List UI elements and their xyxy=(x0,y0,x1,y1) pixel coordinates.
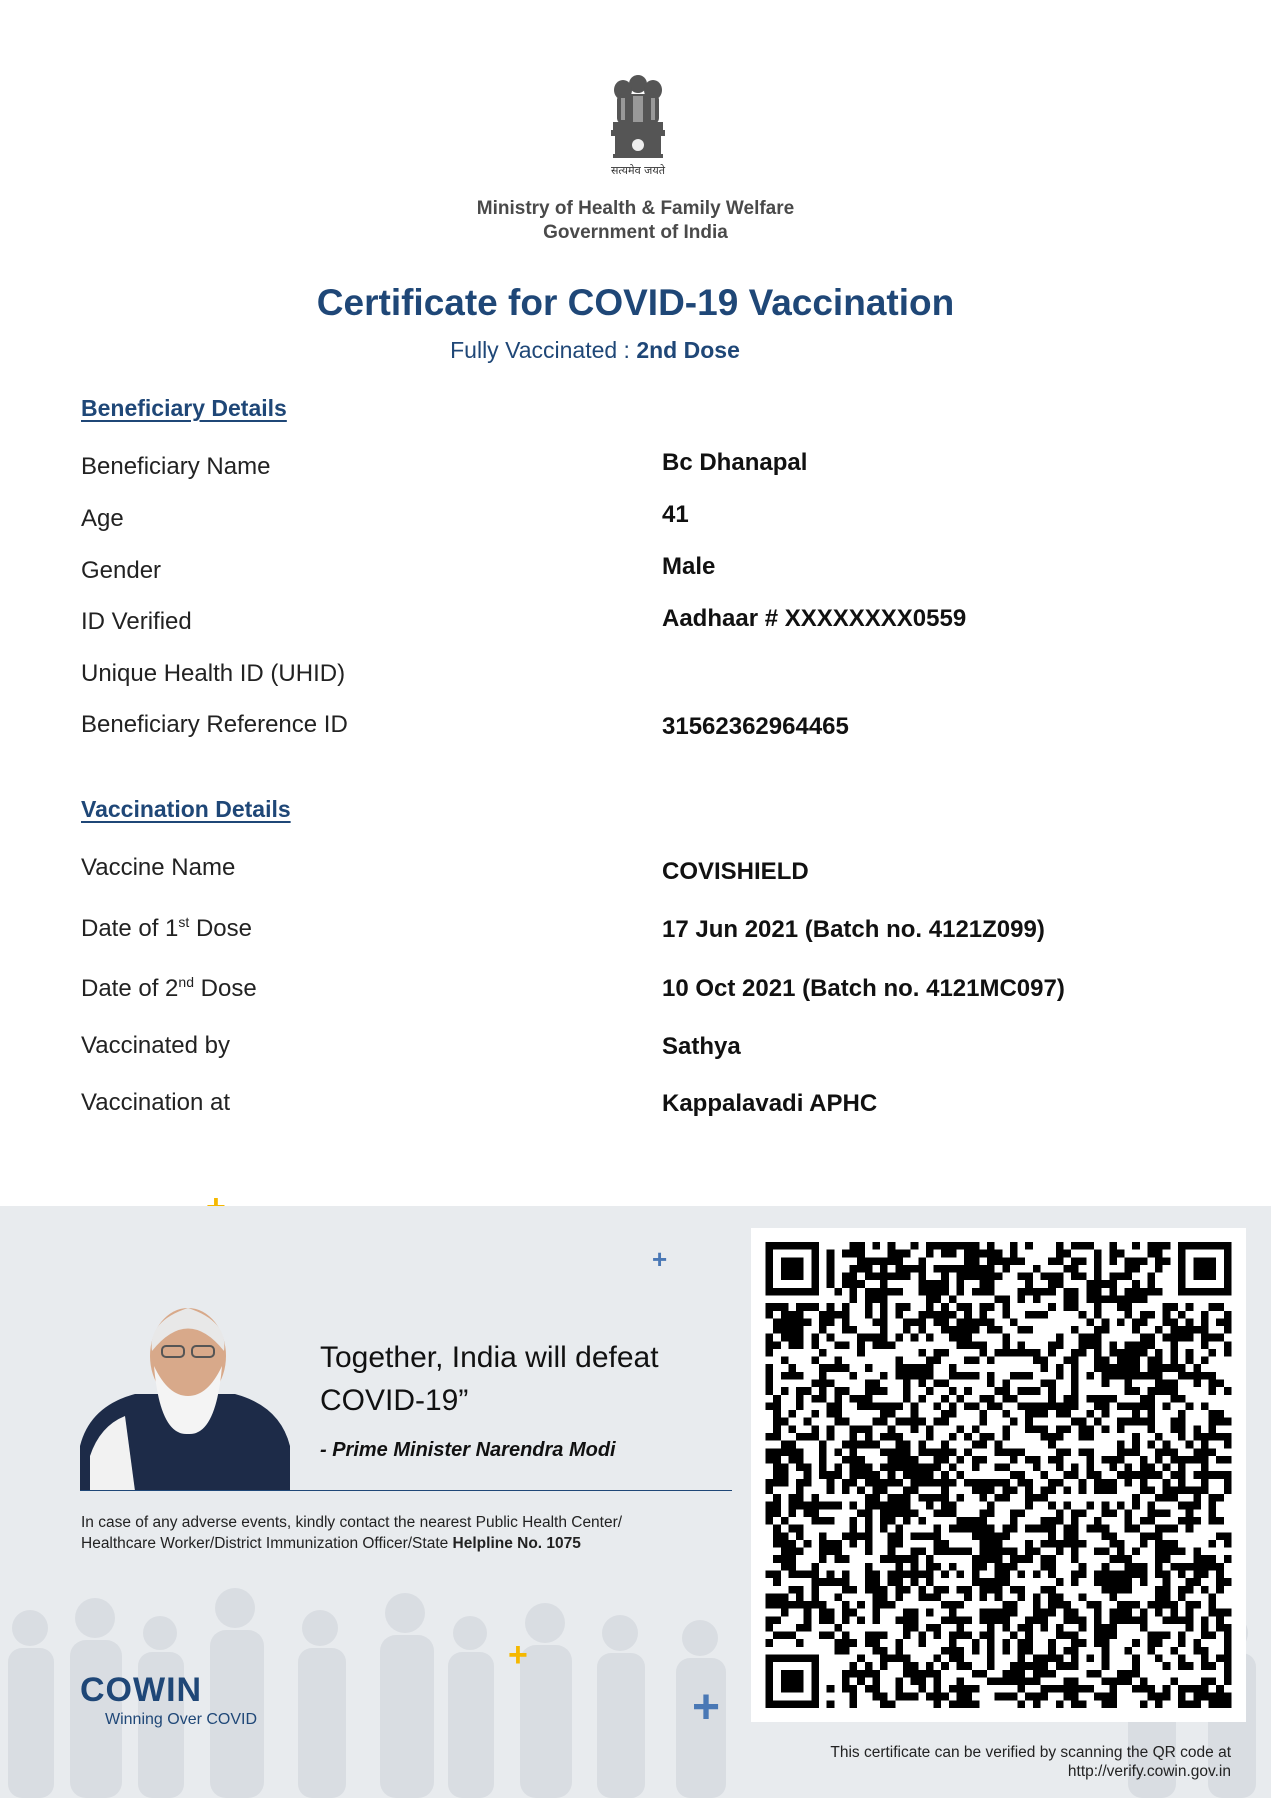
prime-minister-photo xyxy=(80,1296,290,1491)
dose2-date-label: Date of 2nd Dose xyxy=(81,974,257,1002)
id-verified-value: Aadhaar # XXXXXXXX0559 xyxy=(662,605,967,632)
national-emblem-icon xyxy=(603,70,673,180)
vaccination-section-title: Vaccination Details xyxy=(81,796,291,822)
certificate-title: Certificate for COVID-19 Vaccination xyxy=(316,282,955,323)
verification-qr-code xyxy=(765,1242,1232,1708)
reference-id-label: Beneficiary Reference ID xyxy=(81,711,348,738)
vaccinated-at-label: Vaccination at xyxy=(81,1089,230,1116)
quote-text xyxy=(320,1336,740,1422)
adverse-event-notice xyxy=(81,1512,721,1554)
gender-label: Gender xyxy=(81,557,162,584)
status-label: Fully Vaccinated : xyxy=(450,337,630,363)
beneficiary-name-label: Beneficiary Name xyxy=(81,453,271,480)
verification-note xyxy=(731,1743,1231,1781)
quote-line-2: COVID-19” xyxy=(320,1384,469,1417)
age-value: 41 xyxy=(662,501,689,528)
beneficiary-section-title: Beneficiary Details xyxy=(81,395,287,421)
status-value: 2nd Dose xyxy=(636,337,740,363)
emblem-motto: सत्यमेव जयते xyxy=(610,164,666,177)
ministry-line-2: Government of India xyxy=(543,222,728,243)
beneficiary-name-value: Bc Dhanapal xyxy=(662,449,808,476)
verify-line-1: This certificate can be verified by scanning the QR code at xyxy=(830,1744,1231,1761)
vaccinated-by-label: Vaccinated by xyxy=(81,1032,230,1059)
dose1-date-label: Date of 1st Dose xyxy=(81,914,252,942)
vaccinated-by-value: Sathya xyxy=(662,1033,741,1060)
vaccine-name-label: Vaccine Name xyxy=(81,854,236,881)
helpline-number: Helpline No. 1075 xyxy=(452,1535,581,1552)
qr-code-panel xyxy=(751,1228,1246,1722)
ministry-name xyxy=(0,197,1271,245)
quote-line-1: Together, India will defeat xyxy=(320,1341,659,1374)
footer-divider xyxy=(80,1490,732,1491)
vaccinated-at-value: Kappalavadi APHC xyxy=(662,1090,878,1117)
ministry-line-1: Ministry of Health & Family Welfare xyxy=(476,198,795,219)
age-label: Age xyxy=(81,505,124,532)
adverse-line-2: Healthcare Worker/District Immunization Officer/State Helpline No. 1075 xyxy=(81,1535,581,1552)
vaccination-status xyxy=(0,337,1190,364)
certificate-footer xyxy=(0,1206,1271,1798)
plus-decoration-icon: + xyxy=(508,1636,528,1674)
gender-value: Male xyxy=(662,553,716,580)
id-verified-label: ID Verified xyxy=(81,608,192,635)
vaccine-name-value: COVISHIELD xyxy=(662,858,809,885)
adverse-line-1: In case of any adverse events, kindly contact the nearest Public Health Center/ xyxy=(81,1514,623,1531)
cowin-logo: COWIN xyxy=(80,1671,203,1709)
cowin-tagline: Winning Over COVID xyxy=(105,1711,258,1728)
verify-url: http://verify.cowin.gov.in xyxy=(1067,1763,1231,1780)
uhid-label: Unique Health ID (UHID) xyxy=(81,660,346,687)
plus-decoration-icon: + xyxy=(692,1681,721,1734)
plus-decoration-icon: + xyxy=(652,1244,668,1274)
dose1-date-value: 17 Jun 2021 (Batch no. 4121Z099) xyxy=(662,916,1045,943)
dose2-date-value: 10 Oct 2021 (Batch no. 4121MC097) xyxy=(662,975,1065,1002)
quote-attribution: - Prime Minister Narendra Modi xyxy=(320,1439,616,1461)
reference-id-value: 31562362964465 xyxy=(662,713,849,740)
